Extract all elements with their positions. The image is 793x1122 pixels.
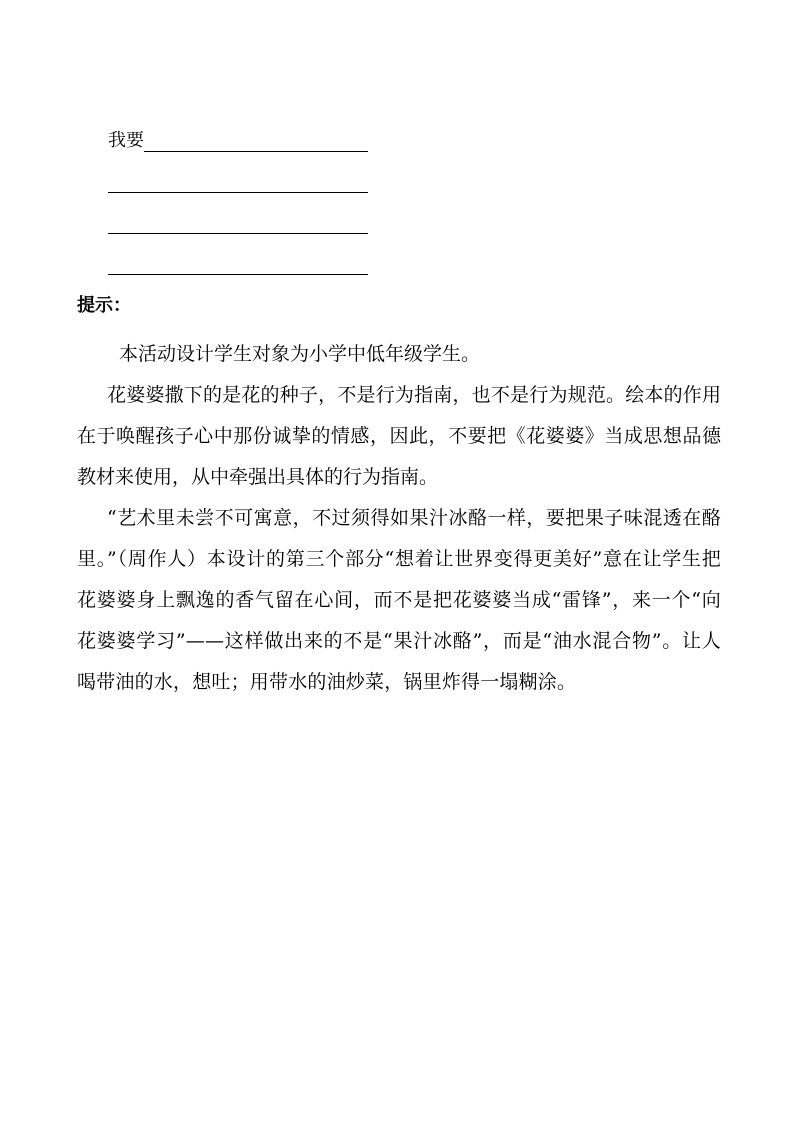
fill-blank-line <box>108 252 368 275</box>
fill-row-blank <box>108 234 368 275</box>
fill-blank-line <box>108 211 368 234</box>
hint-body <box>77 334 721 703</box>
fill-row-blank <box>108 152 368 193</box>
fill-in-section <box>108 126 368 275</box>
paragraph-target-audience: 本活动设计学生对象为小学中低年级学生。 <box>119 343 481 365</box>
fill-row-prompt <box>108 126 368 152</box>
paragraph-art-allegory: “艺术里未尝不可寓意，不过须得如果汁冰酪一样，要把果子味混透在酪里。”（周作人）本设计的第三个部分“想着让世界变得更美好”意在让学生把花婆婆身上飘逸的香气留在心间，而不是把花婆婆当成“雷锋”，来一个“向花婆婆学习”——这样做出来的不是“果汁冰酪”，而是“油水混合物”。让人喝带油的水，想吐；用带水的油炒菜，锅里炸得一塌糊涂。 <box>77 507 721 693</box>
fill-blank-line <box>144 129 368 152</box>
hint-heading: 提示： <box>77 295 131 316</box>
fill-prompt-label: 我要 <box>108 130 144 151</box>
paragraph-picture-book-purpose: 花婆婆撒下的是花的种子，不是行为指南，也不是行为规范。绘本的作用在于唤醒孩子心中那份诚挚的情感，因此，不要把《花婆婆》当成思想品德教材来使用，从中牵强出具体的行为指南。 <box>77 384 721 488</box>
fill-blank-line <box>108 170 368 193</box>
fill-row-blank <box>108 193 368 234</box>
